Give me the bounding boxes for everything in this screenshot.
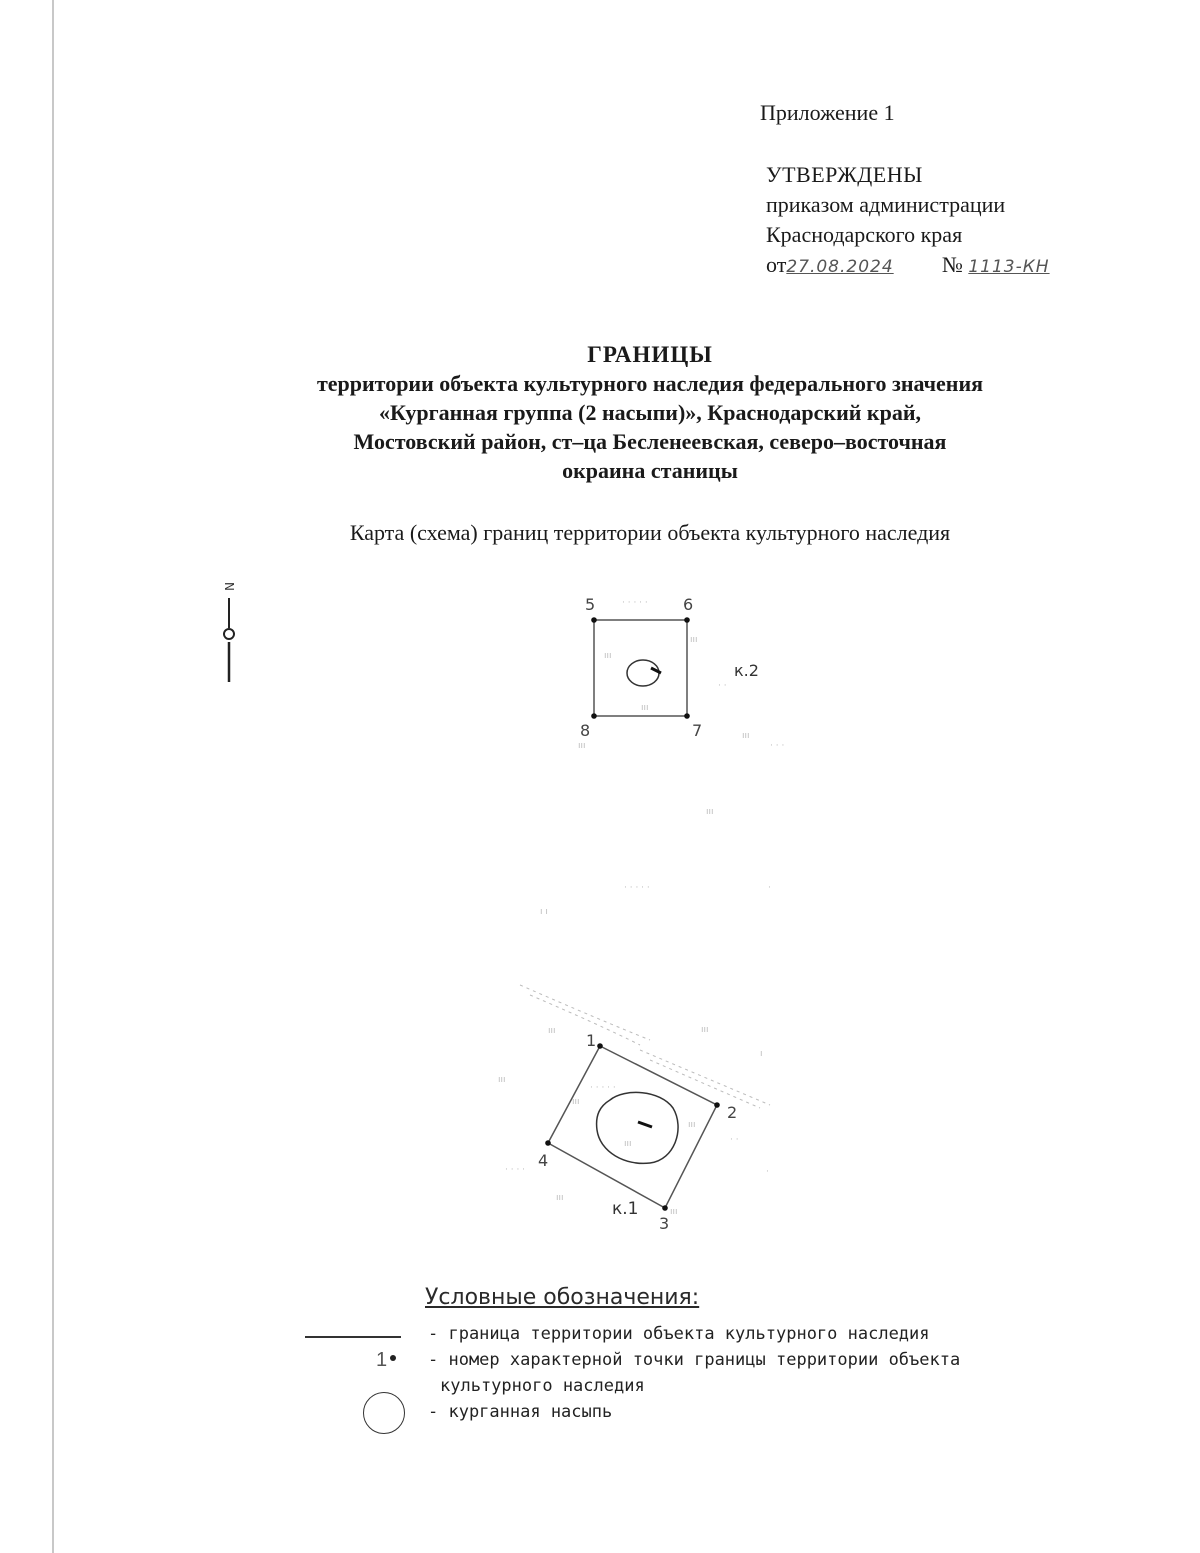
map-subtitle: Карта (схема) границ территории объекта культурного наследия [349, 520, 951, 545]
legend-boundary-line-icon [305, 1336, 401, 1338]
svg-text:ııı: ııı [641, 703, 649, 713]
svg-text:· · · · ·: · · · · · [622, 598, 648, 608]
order-line: приказом администрации [766, 192, 1006, 217]
svg-text:ııı: ııı [690, 635, 698, 645]
boundary-point-6 [684, 617, 690, 623]
boundary-point-2 [714, 1102, 720, 1108]
svg-text:ııı: ııı [604, 651, 612, 661]
point-label-8: 8 [580, 721, 591, 740]
svg-text:· · · ·: · · · · [505, 1165, 526, 1175]
point-label-3: 3 [659, 1214, 670, 1233]
svg-text:· · ·: · · · [770, 741, 785, 751]
boundary-point-7 [684, 713, 690, 719]
region-line: Краснодарского края [766, 222, 963, 247]
title-line-2: «Курганная группа (2 насыпи)», Краснодарский край, [378, 400, 922, 425]
boundary-point-4 [545, 1140, 551, 1146]
svg-text:ııı: ııı [742, 731, 750, 741]
legend-mound-text: - курганная насыпь [428, 1402, 613, 1422]
legend-title: Условные обозначения: [425, 1285, 700, 1310]
legend-boundary-text: - граница территории объекта культурного наследия [428, 1324, 930, 1344]
legend-point-dot [390, 1355, 396, 1361]
north-label: N [222, 582, 236, 591]
kurgan-2-territory [578, 595, 784, 751]
from-prefix: от [766, 252, 787, 277]
svg-text:ııı: ııı [688, 1120, 696, 1130]
appendix-label: Приложение 1 [760, 100, 895, 125]
svg-text:ııı: ııı [706, 807, 714, 817]
point-label-4: 4 [538, 1151, 549, 1170]
road-lines [520, 985, 770, 1108]
point-label-7: 7 [692, 721, 703, 740]
approved-label: УТВЕРЖДЕНЫ [766, 162, 923, 187]
svg-text:ııı: ııı [548, 1026, 556, 1036]
svg-text:· ·: · · [730, 1135, 739, 1145]
boundary-point-3 [662, 1205, 668, 1211]
svg-text:·: · [768, 883, 771, 893]
point-label-6: 6 [683, 595, 694, 614]
legend-mound-circle-icon [363, 1392, 405, 1434]
svg-text:ııı: ııı [578, 741, 586, 751]
boundary-point-1 [597, 1043, 603, 1049]
svg-text:ı ı: ı ı [540, 907, 548, 917]
kurgan-2-mound [627, 660, 659, 686]
svg-text:ııı: ııı [572, 1097, 580, 1107]
svg-text:ııı: ııı [498, 1075, 506, 1085]
svg-text:ııı: ııı [624, 1139, 632, 1149]
boundary-point-8 [591, 713, 597, 719]
title-line-4: окраина станицы [562, 458, 738, 483]
boundary-point-5 [591, 617, 597, 623]
kurgan-2-label: к.2 [734, 661, 759, 680]
svg-text:ııı: ııı [670, 1207, 678, 1217]
point-label-5: 5 [585, 595, 596, 614]
kurgan-1-territory [538, 1031, 739, 1233]
title-line-3: Мостовский район, ст–ца Бесленеевская, северо–восточная [353, 429, 947, 454]
point-label-1: 1 [586, 1031, 597, 1050]
handwritten-number: 1113-КН [968, 257, 1050, 277]
svg-text:ı: ı [760, 1049, 763, 1059]
kurgan-1-mound [597, 1092, 678, 1163]
svg-text:· · · · ·: · · · · · [590, 1083, 616, 1093]
kurgan-1-label: к.1 [612, 1199, 639, 1219]
legend-point-icon [376, 1349, 396, 1372]
svg-text:· · · · ·: · · · · · [624, 883, 650, 893]
kurgan-2-boundary [594, 620, 687, 716]
north-arrow-icon [222, 582, 236, 682]
number-prefix: № [941, 252, 963, 277]
svg-text:· ·: · · [718, 681, 727, 691]
title-heading: ГРАНИЦЫ [587, 342, 713, 367]
legend-point-text: - номер характерной точки границы территории объекта [428, 1350, 961, 1370]
point-label-2: 2 [727, 1103, 738, 1122]
svg-text:ııı: ııı [556, 1193, 564, 1203]
handwritten-date: 27.08.2024 [786, 257, 894, 277]
title-line-1: территории объекта культурного наследия федерального значения [316, 371, 984, 396]
svg-text:ııı: ııı [701, 1025, 709, 1035]
svg-text:·: · [766, 1167, 769, 1177]
legend-point-number: 1 [376, 1349, 388, 1371]
legend-point-text-cont: культурного наследия [440, 1376, 645, 1396]
